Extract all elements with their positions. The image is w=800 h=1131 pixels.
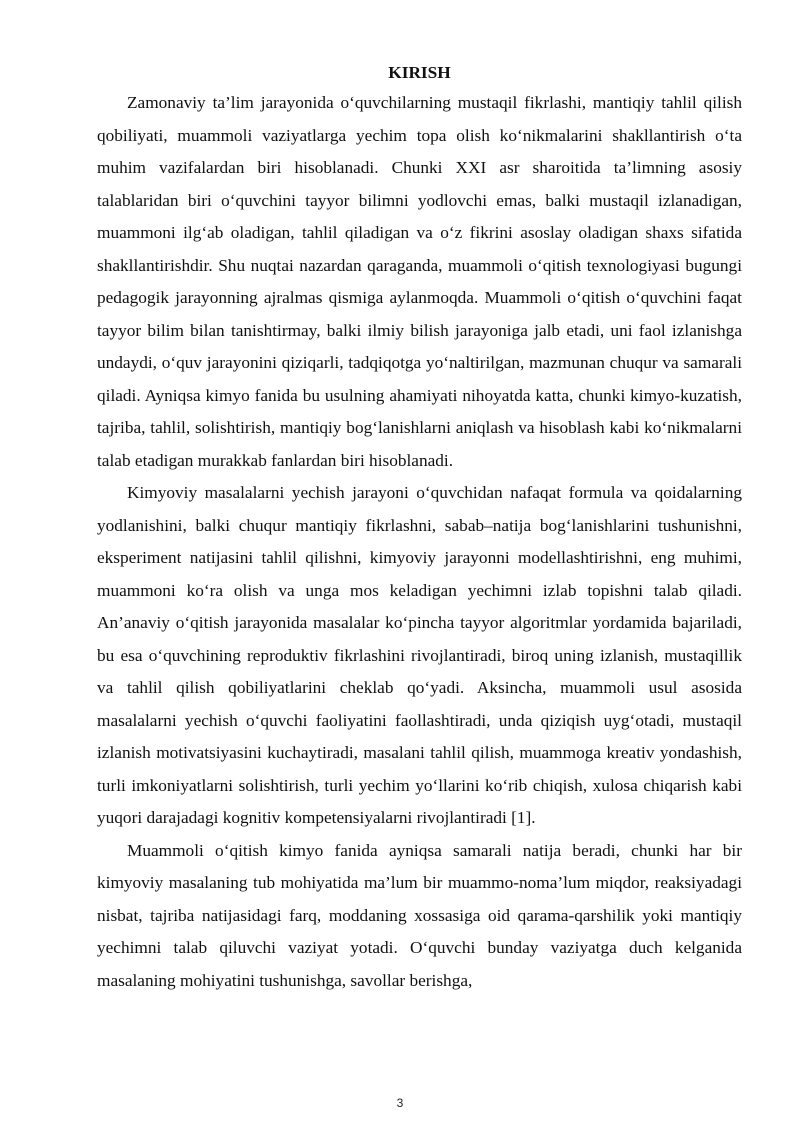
paragraph-2: Kimyoviy masalalarni yechish jarayoni o‘quvchidan nafaqat formula va qoidalarning yodlanishini, balki chuqur mantiqiy fikrlashni, sabab–natija bog‘lanishlarini tushunishni, eksperiment natijasini tahlil qilishni, kimyoviy jarayonni modellashtirishni, eng muhimi, muammoni ko‘ra olish va unga mos keladigan yechimni izlab topishni talab qiladi. An’anaviy o‘qitish jarayonida masalalar ko‘pincha tayyor algoritmlar yordamida bajariladi, bu esa o‘quvchining reproduktiv fikrlashini rivojlantiradi, biroq uning izlanish, mustaqillik va tahlil qilish qobiliyatlarini cheklab qo‘yadi. Aksincha, muammoli usul asosida masalalarni yechish o‘quvchi faoliyatini faollashtiradi, unda qiziqish uyg‘otadi, mustaqil izlanish motivatsiyasini kuchaytiradi, masalani tahlil qilish, muammoga kreativ yondashish, turli imkoniyatlarni solishtirish, turli yechim yo‘llarini ko‘rib chiqish, xulosa chiqarish kabi yuqori darajadagi kognitiv kompetensiyalarni rivojlantiradi [1].: [97, 483, 742, 827]
page-number: 3: [396, 1096, 404, 1110]
page-content: [97, 59, 742, 997]
paragraph-1: Zamonaviy ta’lim jarayonida o‘quvchilarning mustaqil fikrlashi, mantiqiy tahlil qilish qobiliyati, muammoli vaziyatlarga yechim topa olish ko‘nikmalarini shakllantirish o‘ta muhim vazifalardan biri hisoblanadi. Chunki XXI asr sharoitida ta’limning asosiy talablaridan biri o‘quvchini tayyor bilimni yodlovchi emas, balki mustaqil izlanadigan, muammoni ilg‘ab oladigan, tahlil qiladigan va o‘z fikrini asoslay oladigan shaxs sifatida shakllantirishdir. Shu nuqtai nazardan qaraganda, muammoli o‘qitish texnologiyasi bugungi pedagogik jarayonning ajralmas qismiga aylanmoqda. Muammoli o‘qitish o‘quvchini faqat tayyor bilim bilan tanishtirmay, balki ilmiy bilish jarayoniga jalb etadi, uni faol izlanishga undaydi, o‘quv jarayonini qiziqarli, tadqiqotga yo‘naltirilgan, mazmunan chuqur va samarali qiladi. Ayniqsa kimyo fanida bu usulning ahamiyati nihoyatda katta, chunki kimyo-kuzatish, tajriba, tahlil, solishtirish, mantiqiy bog‘lanishlarni aniqlash va hisoblash kabi ko‘nikmalarni talab etadigan murakkab fanlardan biri hisoblanadi.: [97, 93, 742, 470]
section-title: KIRISH: [388, 63, 451, 82]
paragraph-3: Muammoli o‘qitish kimyo fanida ayniqsa samarali natija beradi, chunki har bir kimyoviy masalaning tub mohiyatida ma’lum bir muammo-noma’lum miqdor, reaksiyadagi nisbat, tajriba natijasidagi farq, moddaning xossasiga oid qarama-qarshilik yoki mantiqiy yechimni talab qiluvchi vaziyat yotadi. O‘quvchi bunday vaziyatga duch kelganida masalaning mohiyatini tushunishga, savollar berishga,: [97, 840, 742, 990]
